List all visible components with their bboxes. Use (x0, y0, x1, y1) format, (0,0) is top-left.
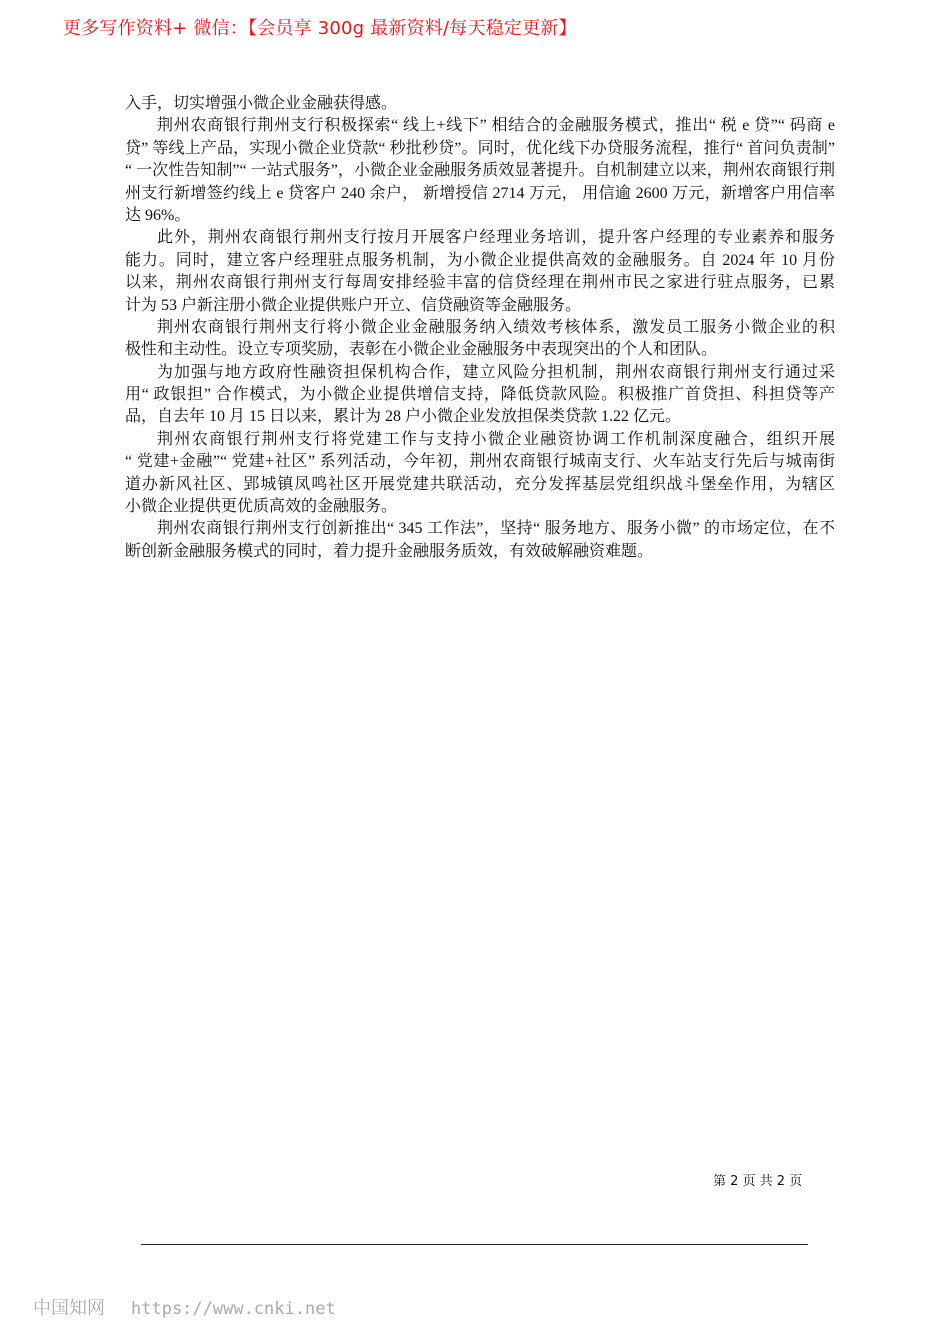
page-number: 第 2 页 共 2 页 (713, 1174, 803, 1189)
text-line: 此外，荆州农商银行荆州支行按月开展客户经理业务培训，提升客户经理的专业素养和服务 (157, 229, 835, 247)
paragraph (125, 115, 835, 227)
text-line: 入手，切实增强小微企业金融获得感。 (125, 95, 398, 112)
text-line: 小微企业提供更优质高效的金融服务。 (125, 498, 398, 516)
text-line: 为加强与地方政府性融资担保机构合作，建立风险分担机制，荆州农商银行荆州支行通过采 (157, 363, 835, 381)
text-line: 荆州农商银行荆州支行创新推出“ 345 工作法”，坚持“ 服务地方、服务小微” 的市场定位，在不 (157, 520, 835, 538)
text-line: “ 一次性告知制”“ 一站式服务”，小微企业金融服务质效显著提升。自机制建立以来，荆州农商银行荆 (125, 162, 835, 180)
text-line: 断创新金融服务模式的同时，着力提升金融服务质效，有效破解融资难题。 (125, 542, 654, 560)
text-line: 贷” 等线上产品，实现小微企业贷款“ 秒批秒贷”。同时，优化线下办贷服务流程，推行“ 首问负责制” (125, 139, 835, 157)
paragraph (125, 317, 835, 362)
text-line: 计为 53 户新注册小微企业提供账户开立、信贷融资等金融服务。 (125, 296, 582, 314)
text-line: 荆州农商银行荆州支行将党建工作与支持小微企业融资协调工作机制深度融合，组织开展 (157, 430, 835, 448)
text-line: 品，自去年 10 月 15 日以来，累计为 28 户小微企业发放担保类贷款 1.22 亿元。 (125, 408, 682, 426)
text-line: 州支行新增签约线上 e 贷客户 240 余户， 新增授信 2714 万元， 用信逾 2600 万元，新增客户用信率 (125, 184, 835, 202)
paragraph (125, 518, 835, 563)
text-line: 荆州农商银行荆州支行积极探索“ 线上+线下” 相结合的金融服务模式，推出“ 税 e 贷”“ 码商 e (157, 117, 835, 135)
promo-banner: 更多写作资料+ 微信：【会员享 300g 最新资料/每天稳定更新】 (63, 18, 577, 39)
watermark-url: https://www.cnki.net (131, 1299, 336, 1319)
footer-divider (141, 1244, 808, 1245)
paragraph (125, 93, 835, 115)
text-line: 达 96%。 (125, 206, 191, 224)
text-line: 以来，荆州农商银行荆州支行每周安排经验丰富的信贷经理在荆州市民之家进行驻点服务，已累 (125, 274, 835, 292)
cnki-watermark (33, 1294, 336, 1320)
text-line: 荆州农商银行荆州支行将小微企业金融服务纳入绩效考核体系，激发员工服务小微企业的积 (157, 318, 835, 336)
text-line: “ 党建+金融”“ 党建+社区” 系列活动，今年初，荆州农商银行城南支行、火车站支行先后与城南街 (125, 453, 835, 471)
text-line: 极性和主动性。设立专项奖励，表彰在小微企业金融服务中表现突出的个人和团队。 (125, 341, 718, 359)
article-body (125, 93, 835, 563)
paragraph (125, 227, 835, 317)
paragraph (125, 362, 835, 429)
text-line: 能力。同时，建立客户经理驻点服务机制，为小微企业提供高效的金融服务。自 2024 年 10 月份 (125, 251, 835, 269)
text-line: 用“ 政银担” 合作模式，为小微企业提供增信支持，降低贷款风险。积极推广首贷担、科担贷等产 (125, 386, 835, 404)
text-line: 道办新风社区、郢城镇凤鸣社区开展党建共联活动，充分发挥基层党组织战斗堡垒作用，为辖区 (125, 475, 835, 493)
paragraph (125, 429, 835, 519)
watermark-name: 中国知网 (33, 1298, 105, 1318)
